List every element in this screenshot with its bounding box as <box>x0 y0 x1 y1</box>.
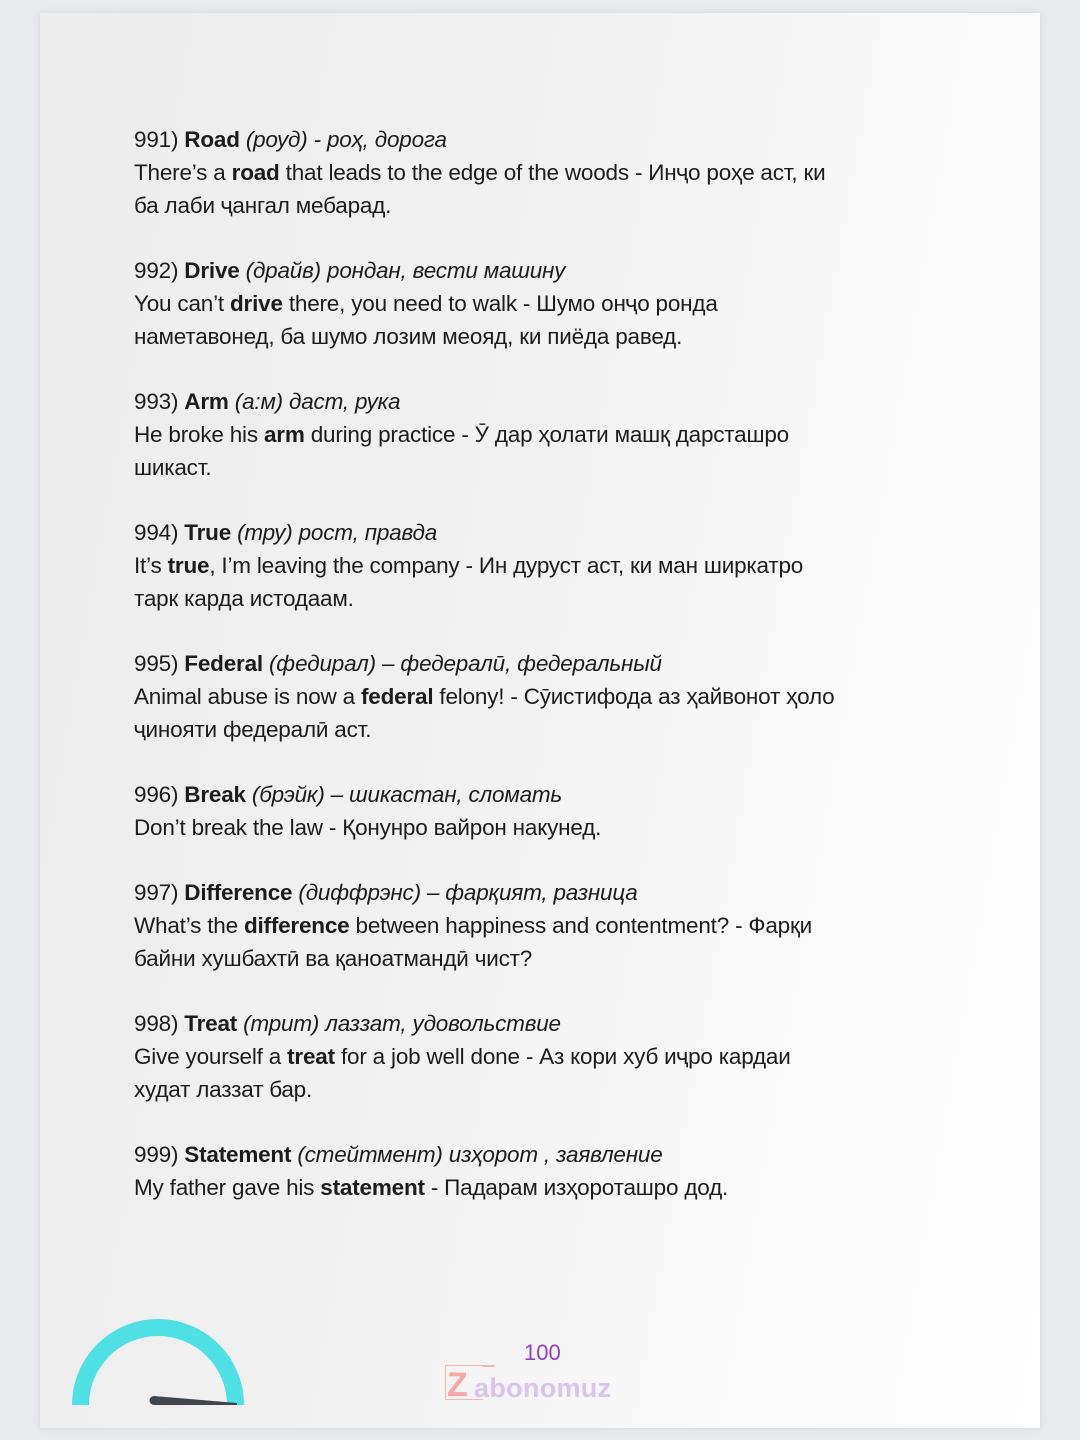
example-sentence-line <box>134 1040 1014 1073</box>
example-text: during practice - Ӯ дар ҳолати машқ дарсташро <box>304 422 789 447</box>
example-sentence-line <box>134 418 1014 451</box>
vocabulary-entry <box>134 778 1014 844</box>
entry-translation: (роуд) - роҳ, дорога <box>245 127 447 152</box>
entry-headword: Drive <box>184 258 240 283</box>
example-text: It’s <box>134 553 168 578</box>
entry-headword: Difference <box>184 880 293 905</box>
example-keyword: true <box>167 553 210 578</box>
zabonomuz-logo <box>445 1365 635 1405</box>
example-text: there, you need to walk - Шумо онҷо ронда <box>282 291 718 316</box>
example-keyword: drive <box>230 291 283 316</box>
example-text: felony! - Сӯистифода аз ҳайвонот ҳоло <box>433 684 835 709</box>
example-text: My father gave his <box>134 1175 321 1200</box>
entry-headword: Break <box>184 782 246 807</box>
vocabulary-entry <box>134 1138 1014 1204</box>
example-text: There’s a <box>134 160 232 185</box>
entry-headword-line <box>134 254 1014 287</box>
entry-headword-line <box>134 647 1014 680</box>
vocabulary-entry <box>134 254 1014 353</box>
example-keyword: federal <box>360 684 434 709</box>
entry-number: 996) <box>134 782 179 807</box>
example-keyword: statement <box>320 1175 425 1200</box>
vocabulary-entry <box>134 1007 1014 1106</box>
entry-number: 991) <box>134 127 179 152</box>
vocabulary-entry <box>134 647 1014 746</box>
entry-translation: (брэйк) – шикастан, сломать <box>251 782 563 807</box>
entry-number: 998) <box>134 1011 179 1036</box>
example-text: Don’t break the law - Қонунро вайрон накунед. <box>134 815 602 840</box>
example-sentence-line <box>134 811 1014 844</box>
example-sentence-line <box>134 680 1014 713</box>
vocabulary-entry <box>134 516 1014 615</box>
vocabulary-entry <box>134 385 1014 484</box>
entry-translation: (драйв) рондан, вести машину <box>245 258 566 283</box>
example-text: for a job well done - Аз кори хуб иҷро кардаи <box>334 1044 791 1069</box>
example-text: ба лаби ҷангал мебарад. <box>134 193 392 218</box>
entry-number: 994) <box>134 520 179 545</box>
example-text: , I’m leaving the company - Ин дуруст аст, ки ман ширкатро <box>209 553 804 578</box>
entry-headword-line <box>134 778 1014 811</box>
entry-headword-line <box>134 876 1014 909</box>
example-text: худат лаззат бар. <box>134 1077 313 1102</box>
entry-translation: (а:м) даст, рука <box>234 389 401 414</box>
entry-translation: (стейтмент) изҳорот , заявление <box>297 1142 663 1167</box>
entry-translation: (федирал) – федералӣ, федеральный <box>269 651 662 676</box>
example-sentence-line <box>134 287 1014 320</box>
entry-translation: (трит) лаззат, удовольствие <box>243 1011 561 1036</box>
example-sentence-line <box>134 909 1014 942</box>
document-page <box>40 13 1040 1428</box>
speedometer-gauge-icon <box>70 1303 250 1413</box>
example-sentence-line <box>134 320 1014 353</box>
example-sentence-line <box>134 1171 1014 1204</box>
example-text: байни хушбахтӣ ва қаноатмандӣ чист? <box>134 946 533 971</box>
example-keyword: arm <box>263 422 305 447</box>
entry-headword-line <box>134 516 1014 549</box>
example-keyword: difference <box>243 913 350 938</box>
entry-number: 995) <box>134 651 179 676</box>
logo-initial: Z <box>447 1366 468 1404</box>
example-text: What’s the <box>134 913 244 938</box>
entry-headword: True <box>184 520 232 545</box>
entry-number: 992) <box>134 258 179 283</box>
entry-translation: (диффрэнс) – фарқият, разница <box>298 880 638 905</box>
gauge-arc <box>81 1328 236 1405</box>
example-keyword: treat <box>287 1044 335 1069</box>
entry-headword: Treat <box>184 1011 238 1036</box>
example-text: наметавонед, ба шумо лозим меояд, ки пиёда равед. <box>134 324 683 349</box>
page-number: 100 <box>524 1340 561 1365</box>
example-text: between happiness and contentment? - Фарқи <box>349 913 812 938</box>
entry-number: 997) <box>134 880 179 905</box>
example-keyword: road <box>231 160 280 185</box>
vocabulary-entry <box>134 876 1014 975</box>
example-sentence-line <box>134 549 1014 582</box>
entry-headword-line <box>134 1007 1014 1040</box>
example-sentence-line <box>134 156 1014 189</box>
example-sentence-line <box>134 582 1014 615</box>
entry-headword-line <box>134 385 1014 418</box>
example-sentence-line <box>134 189 1014 222</box>
entry-translation: (тру) рост, правда <box>237 520 438 545</box>
entry-number: 999) <box>134 1142 179 1167</box>
entry-number: 993) <box>134 389 179 414</box>
vocabulary-list <box>134 123 1014 1236</box>
example-text: тарк карда истодаам. <box>134 586 354 611</box>
logo-text: abonomuz <box>474 1373 612 1403</box>
entry-headword-line <box>134 1138 1014 1171</box>
example-text: - Падарам изҳороташро дод. <box>424 1175 729 1200</box>
entry-headword: Arm <box>184 389 229 414</box>
example-text: ҷинояти федералӣ аст. <box>134 717 372 742</box>
entry-headword: Statement <box>184 1142 292 1167</box>
example-text: that leads to the edge of the woods - Инҷо роҳе аст, ки <box>279 160 826 185</box>
entry-headword: Road <box>184 127 240 152</box>
example-text: He broke his <box>134 422 264 447</box>
example-sentence-line <box>134 1073 1014 1106</box>
entry-headword: Federal <box>184 651 263 676</box>
example-text: шикаст. <box>134 455 212 480</box>
vocabulary-entry <box>134 123 1014 222</box>
example-sentence-line <box>134 451 1014 484</box>
example-text: Animal abuse is now a <box>134 684 361 709</box>
example-text: Give yourself a <box>134 1044 288 1069</box>
example-sentence-line <box>134 942 1014 975</box>
gauge-needle <box>150 1396 238 1405</box>
example-sentence-line <box>134 713 1014 746</box>
example-text: You can’t <box>134 291 230 316</box>
entry-headword-line <box>134 123 1014 156</box>
